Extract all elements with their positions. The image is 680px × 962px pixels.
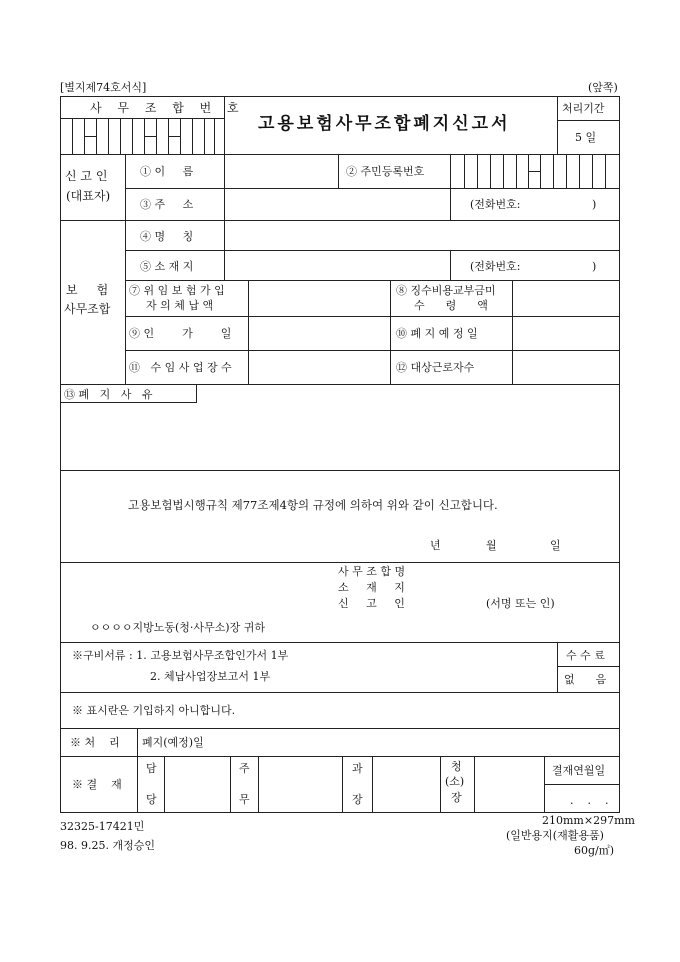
- arrears-label: ⑦ 위 임 보 험 가 입: [129, 284, 225, 297]
- union-phone-close: ): [592, 260, 597, 273]
- union-phone-label: (전화번호:: [470, 260, 521, 273]
- processing-value: 폐지(예정)일: [142, 736, 204, 749]
- reporter-sign-label: 신 고 인: [338, 597, 405, 610]
- grant-label-2: 수 령 액: [414, 299, 488, 312]
- reporter-section-label: 신 고 인: [65, 169, 108, 183]
- approval-clerk: 담: [146, 762, 157, 775]
- arrears-label-2: 자 의 체 납 액: [146, 299, 214, 312]
- rrn-label: ② 주민등록번호: [346, 165, 425, 178]
- no-fill-note: ※ 표시란은 기입하지 아니합니다.: [72, 704, 236, 717]
- approval-manager: 과: [352, 762, 363, 775]
- form-code: 32325-17421민: [60, 820, 145, 833]
- office-number-label: 사 무 조 합 번 호: [90, 101, 245, 115]
- location-label: 소 재 지: [338, 581, 405, 594]
- office-name-label: 사 무 조 합 명: [338, 565, 406, 578]
- union-section-sub: 사무조합: [64, 302, 111, 316]
- attachments-item-2: 2. 체납사업장보고서 1부: [150, 670, 271, 683]
- address-label: ③ 주 소: [140, 198, 194, 211]
- approval-note: 98. 9.25. 개정승인: [60, 839, 155, 852]
- paper-size: 210mm×297mm: [542, 814, 635, 827]
- approval-officer: 주: [239, 762, 250, 775]
- processing-period-label: 처리기간: [562, 102, 605, 115]
- reporter-phone-close: ): [592, 198, 597, 211]
- declaration-year: 년: [430, 539, 441, 552]
- side-label: (앞쪽): [588, 81, 618, 94]
- union-section-label: 보 험: [66, 283, 109, 297]
- paper-weight: 60g/㎡): [574, 844, 615, 857]
- form-title: 고용보험사무조합폐지신고서: [258, 114, 511, 134]
- approval-date-label: 결재연월일: [552, 764, 606, 777]
- approval-date-value: . . .: [570, 794, 609, 807]
- approval-manager-2: 장: [352, 793, 363, 806]
- processing-label: ※ 처 리: [70, 736, 120, 749]
- approval-clerk-2: 당: [146, 793, 157, 806]
- closure-date-label: ⑩ 폐 지 예 정 일: [396, 327, 478, 340]
- approval-director-mid: (소): [445, 775, 465, 788]
- sites-count-label: ⑪ 수 임 사 업 장 수: [129, 361, 232, 374]
- workers-count-label: ⑫ 대상근로자수: [396, 361, 475, 374]
- paper-type: (일반용지(재활용품): [506, 829, 604, 842]
- declaration-day: 일: [550, 539, 561, 552]
- form-number: [별지제74호서식]: [60, 81, 147, 94]
- approval-label: ※ 결 재: [72, 778, 122, 791]
- approval-officer-2: 무: [239, 793, 250, 806]
- reporter-phone-label: (전화번호:: [470, 198, 521, 211]
- declaration-month: 월: [486, 539, 497, 552]
- approval-date-label: ⑨ 인 가 일: [129, 327, 232, 340]
- fee-value: 없 음: [564, 673, 607, 686]
- addressee: ㅇㅇㅇㅇ지방노동(청·사무소)장 귀하: [90, 621, 265, 634]
- processing-period-value: 5 일: [575, 131, 597, 144]
- declaration-text: 고용보험법시행규칙 제77조제4항의 규정에 의하여 위와 같이 신고합니다.: [128, 498, 498, 512]
- approval-director-2: 장: [451, 791, 462, 804]
- reporter-section-sub: (대표자): [66, 189, 111, 203]
- attachments-label: ※구비서류 : 1. 고용보험사무조합인가서 1부: [72, 649, 289, 662]
- union-location-label: ⑤ 소 재 지: [140, 260, 194, 273]
- union-name-label: ④ 명 칭: [140, 230, 194, 243]
- grant-label: ⑧ 징수비용교부금미: [396, 284, 496, 297]
- name-label: ① 이 름: [140, 165, 194, 178]
- fee-label: 수 수 료: [566, 649, 605, 662]
- closure-reason-label: ⑬ 폐 지 사 유: [64, 388, 153, 401]
- approval-director: 청: [451, 760, 462, 773]
- sign-note: (서명 또는 인): [486, 597, 555, 610]
